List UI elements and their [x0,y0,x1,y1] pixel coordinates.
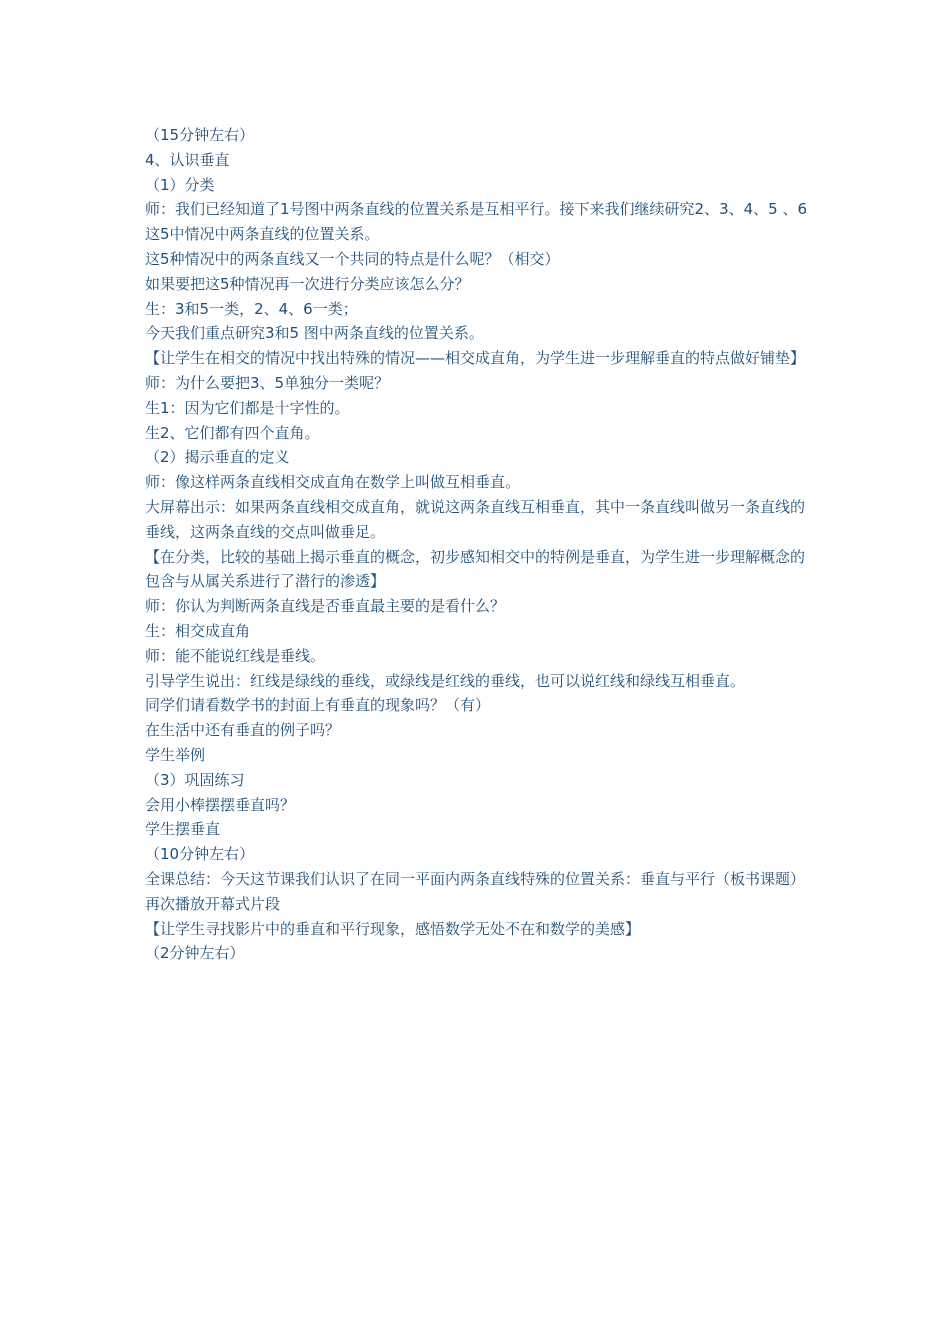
paragraph: 在生活中还有垂直的例子吗？ [145,721,341,740]
annotation-note: 【在分类，比较的基础上揭示垂直的概念，初步感知相交中的特例是垂直，为学生进一步理解概念的包含与从属关系进行了潜行的渗透】 [145,547,806,591]
paragraph: 会用小棒摆摆垂直吗？ [145,795,296,814]
annotation-note: 【让学生寻找影片中的垂直和平行现象，感悟数学无处不在和数学的美感】 [145,919,641,938]
paragraph: 生：相交成直角 [145,621,251,640]
paragraph: （10分钟左右） [145,845,255,864]
paragraph: 师：像这样两条直线相交成直角在数学上叫做互相垂直。 [145,473,521,492]
paragraph: 师：我们已经知道了1号图中两条直线的位置关系是互相平行。接下来我们继续研究2、3、4、5 、6这5中情况中两条直线的位置关系。 [145,200,808,244]
paragraph: 生1：因为它们都是十字性的。 [145,398,350,417]
paragraph: 大屏幕出示：如果两条直线相交成直角，就说这两条直线互相垂直，其中一条直线叫做另一条直线的垂线，这两条直线的交点叫做垂足。 [145,497,806,541]
paragraph: 今天我们重点研究3和5 图中两条直线的位置关系。 [145,324,484,343]
subsection-heading: （3）巩固练习 [145,770,245,789]
paragraph: 生2、它们都有四个直角。 [145,423,320,442]
paragraph: 全课总结：今天这节课我们认识了在同一平面内两条直线特殊的位置关系：垂直与平行（板书课题） [145,869,806,888]
paragraph: 引导学生说出：红线是绿线的垂线，或绿线是红线的垂线，也可以说红线和绿线互相垂直。 [145,671,746,690]
paragraph: 这5种情况中的两条直线又一个共同的特点是什么呢？（相交） [145,249,560,268]
paragraph: 生：3和5一类，2、4、6一类； [145,299,358,318]
subsection-heading: （1）分类 [145,175,215,194]
paragraph: 师：为什么要把3、5单独分一类呢？ [145,373,390,392]
annotation-note: 【让学生在相交的情况中找出特殊的情况——相交成直角，为学生进一步理解垂直的特点做好铺垫】 [145,349,806,368]
paragraph: 学生举例 [145,745,206,764]
paragraph: 学生摆垂直 [145,820,221,839]
paragraph: 师：能不能说红线是垂线。 [145,646,326,665]
paragraph: （2分钟左右） [145,944,245,963]
subsection-heading: （2）揭示垂直的定义 [145,448,290,467]
section-heading: 4、认识垂直 [145,150,230,169]
paragraph: 师：你认为判断两条直线是否垂直最主要的是看什么？ [145,597,506,616]
paragraph: （15分钟左右） [145,126,255,144]
document-body [145,123,811,966]
paragraph: 同学们请看数学书的封面上有垂直的现象吗？（有） [145,696,491,715]
paragraph: 如果要把这5种情况再一次进行分类应该怎么分？ [145,274,470,293]
paragraph: 再次播放开幕式片段 [145,894,281,913]
